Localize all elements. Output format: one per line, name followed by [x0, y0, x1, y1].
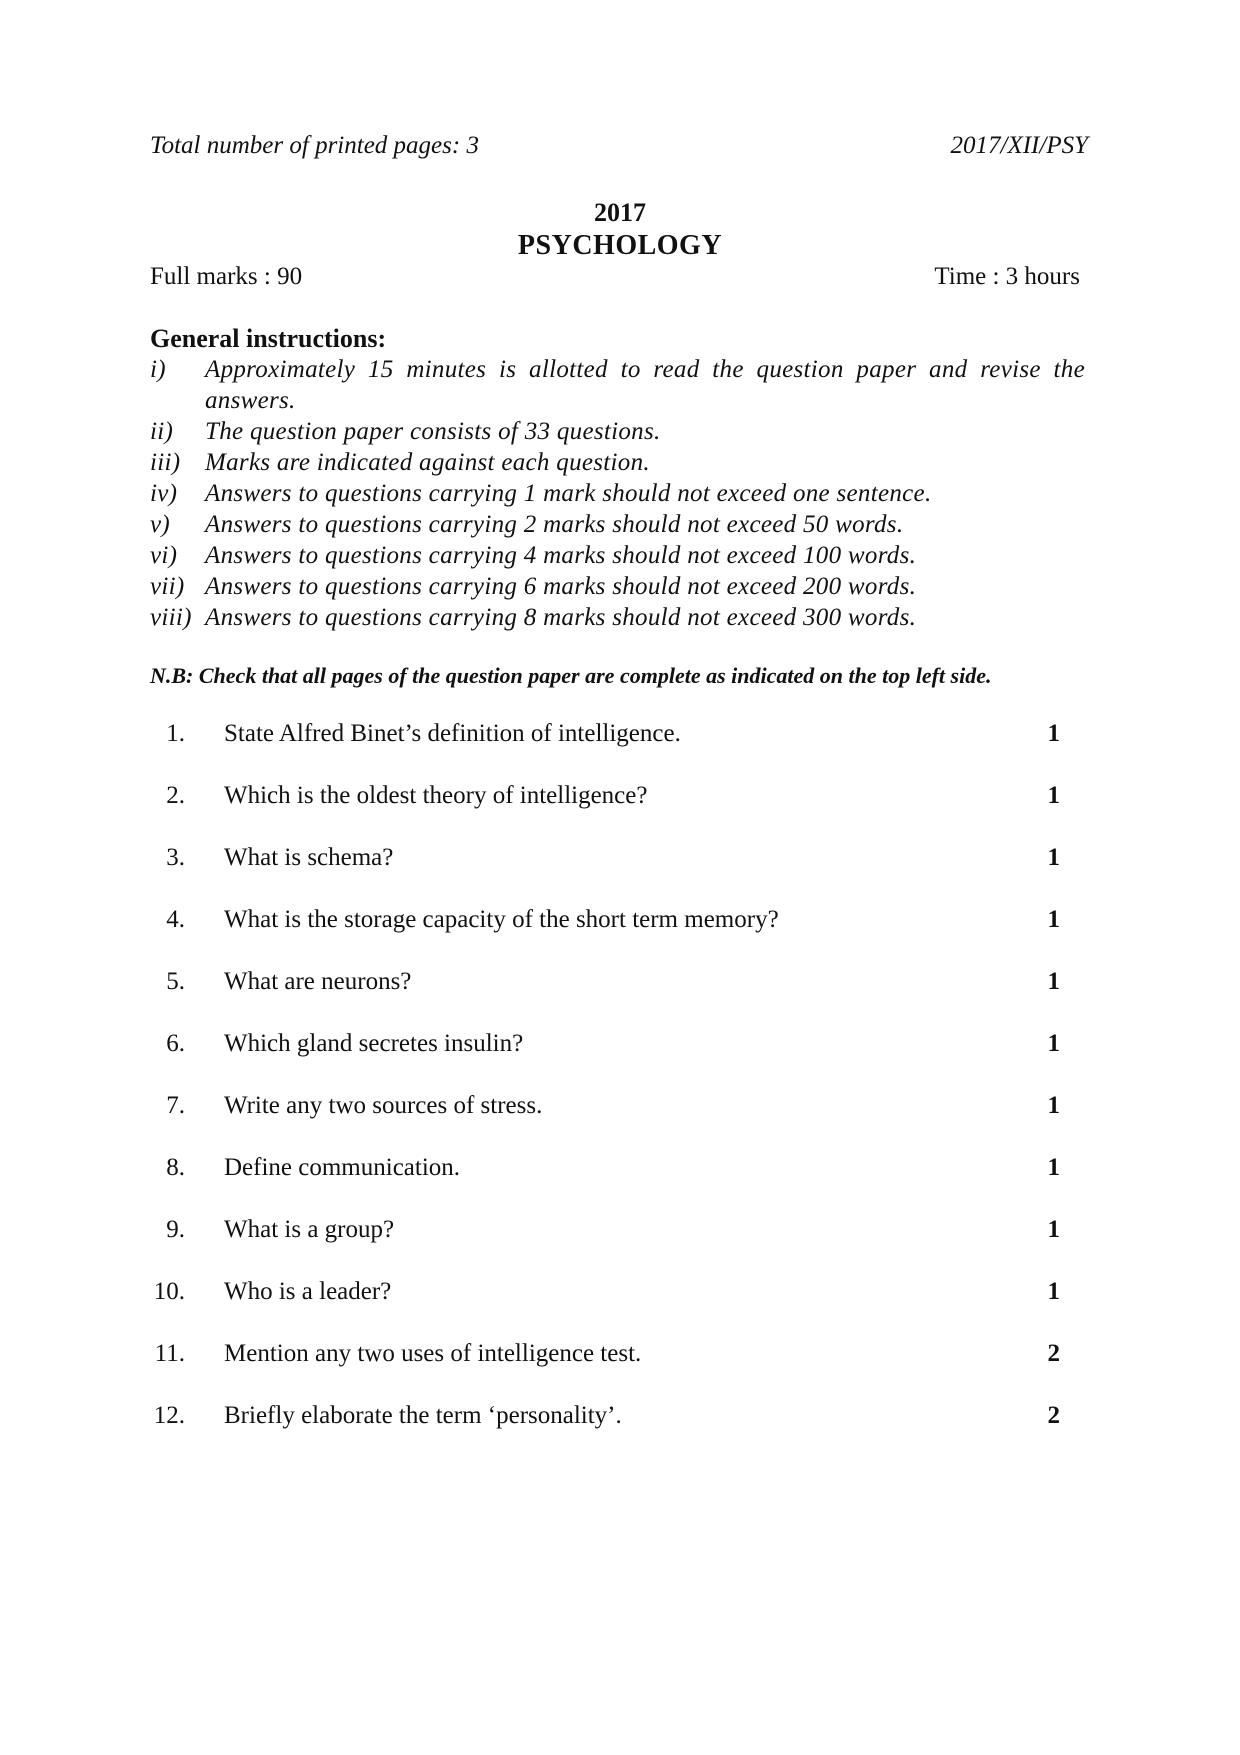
question-marks: 1 — [1047, 720, 1060, 747]
question-text: What is the storage capacity of the short term memory? — [224, 906, 779, 933]
time-allowed: Time : 3 hours — [934, 263, 1080, 290]
question-number: 2. — [166, 782, 185, 809]
question-number: 9. — [166, 1216, 185, 1243]
question-row — [150, 780, 1060, 842]
printed-pages-note: Total number of printed pages: 3 — [150, 132, 479, 159]
question-row — [150, 1028, 1060, 1090]
instruction-text: Answers to questions carrying 6 marks should not exceed 200 words. — [205, 573, 917, 600]
instruction-item — [150, 509, 1085, 540]
instruction-item — [150, 447, 1085, 478]
question-row — [150, 1338, 1060, 1400]
question-row — [150, 1276, 1060, 1338]
instruction-item — [150, 416, 1085, 447]
instruction-number: viii) — [150, 604, 192, 631]
question-text: Which is the oldest theory of intelligence? — [224, 782, 648, 809]
question-marks: 1 — [1047, 906, 1060, 933]
instructions-list — [150, 354, 1085, 633]
instruction-text: Answers to questions carrying 8 marks should not exceed 300 words. — [205, 604, 917, 631]
question-number: 3. — [166, 844, 185, 871]
question-text: State Alfred Binet’s definition of intelligence. — [224, 720, 681, 747]
paper-code: 2017/XII/PSY — [950, 132, 1088, 159]
question-number: 4. — [166, 906, 185, 933]
instruction-number: vii) — [150, 573, 185, 600]
question-text: Write any two sources of stress. — [224, 1092, 543, 1119]
question-marks: 1 — [1047, 1092, 1060, 1119]
instruction-number: vi) — [150, 542, 178, 569]
question-row — [150, 904, 1060, 966]
question-marks: 2 — [1047, 1402, 1060, 1429]
question-marks: 1 — [1047, 782, 1060, 809]
instruction-number: iv) — [150, 480, 178, 507]
instructions-heading: General instructions: — [150, 324, 387, 353]
instruction-number: v) — [150, 511, 171, 538]
question-text: Define communication. — [224, 1154, 461, 1181]
instruction-item — [150, 540, 1085, 571]
instruction-number: i) — [150, 356, 166, 383]
question-row — [150, 1400, 1060, 1462]
instruction-text: The question paper consists of 33 questions. — [205, 418, 661, 445]
question-row — [150, 842, 1060, 904]
instruction-number: ii) — [150, 418, 174, 445]
instruction-text: Marks are indicated against each question. — [205, 449, 650, 476]
instruction-item — [150, 354, 1085, 416]
exam-year: 2017 — [594, 198, 646, 227]
question-number: 1. — [166, 720, 185, 747]
nb-note: N.B: Check that all pages of the question paper are complete as indicated on the top left side. — [150, 663, 992, 688]
subject-title: PSYCHOLOGY — [517, 230, 723, 261]
question-row — [150, 1152, 1060, 1214]
question-number: 5. — [166, 968, 185, 995]
question-row — [150, 966, 1060, 1028]
question-marks: 1 — [1047, 1030, 1060, 1057]
question-text: Which gland secretes insulin? — [224, 1030, 524, 1057]
question-text: Mention any two uses of intelligence test. — [224, 1340, 642, 1367]
question-row — [150, 1090, 1060, 1152]
instruction-text: Answers to questions carrying 2 marks should not exceed 50 words. — [205, 511, 904, 538]
question-number: 6. — [166, 1030, 185, 1057]
question-marks: 1 — [1047, 1278, 1060, 1305]
instruction-item — [150, 571, 1085, 602]
instruction-text: Answers to questions carrying 4 marks should not exceed 100 words. — [205, 542, 917, 569]
question-text: What is a group? — [224, 1216, 395, 1243]
instruction-text: Approximately 15 minutes is allotted to read the question paper and revise the answers. — [205, 356, 1085, 414]
instruction-text: Answers to questions carrying 1 mark should not exceed one sentence. — [205, 480, 932, 507]
question-marks: 1 — [1047, 844, 1060, 871]
instruction-item — [150, 478, 1085, 509]
question-row — [150, 1214, 1060, 1276]
question-text: Briefly elaborate the term ‘personality’. — [224, 1402, 622, 1429]
question-marks: 2 — [1047, 1340, 1060, 1367]
question-number: 7. — [166, 1092, 185, 1119]
question-text: What is schema? — [224, 844, 394, 871]
question-row — [150, 718, 1060, 780]
question-number: 8. — [166, 1154, 185, 1181]
questions-list — [150, 718, 1060, 1462]
question-marks: 1 — [1047, 968, 1060, 995]
question-text: What are neurons? — [224, 968, 412, 995]
full-marks: Full marks : 90 — [150, 263, 303, 290]
question-marks: 1 — [1047, 1154, 1060, 1181]
question-text: Who is a leader? — [224, 1278, 392, 1305]
instruction-item — [150, 602, 1085, 633]
question-number: 10. — [153, 1278, 185, 1305]
instruction-number: iii) — [150, 449, 181, 476]
question-number: 11. — [154, 1340, 185, 1367]
question-marks: 1 — [1047, 1216, 1060, 1243]
question-number: 12. — [153, 1402, 185, 1429]
